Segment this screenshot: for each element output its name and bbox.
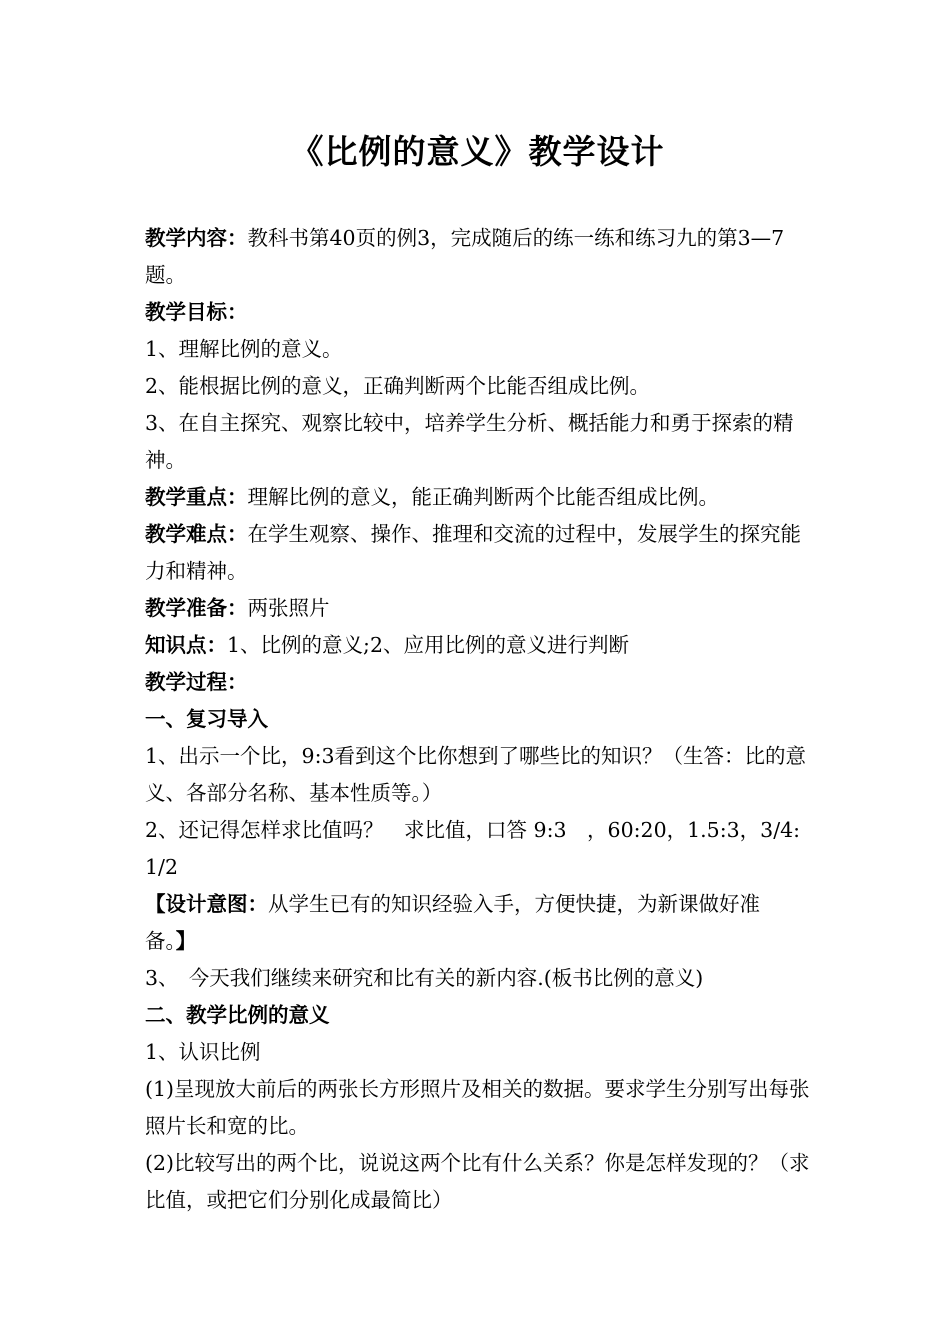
- difficulty-text: 在学生观察、操作、推理和交流的过程中，发展学生的探究能力和精神。: [145, 522, 801, 583]
- design-intent-text: 从学生已有的知识经验入手，方便快捷，为新课做好准备。: [145, 892, 760, 953]
- key-point: [145, 479, 810, 516]
- teaching-process-heading: 教学过程：: [145, 670, 248, 694]
- knowledge-points-label: 知识点：: [145, 633, 227, 657]
- goal-item-3: 3、在自主探究、观察比较中，培养学生分析、概括能力和勇于探索的精神。: [145, 411, 794, 472]
- knowledge-points-text: 1、比例的意义;2、应用比例的意义进行判断: [227, 633, 629, 657]
- teaching-content-label: 教学内容：: [145, 226, 248, 250]
- section-1-heading: 一、复习导入: [145, 707, 268, 731]
- teaching-goals-heading: 教学目标：: [145, 300, 248, 324]
- document-page: [145, 122, 810, 1219]
- difficulty-label: 教学难点：: [145, 522, 248, 546]
- teaching-content: [145, 220, 810, 294]
- section-1-item-3: 3、 今天我们继续来研究和比有关的新内容.(板书比例的意义): [145, 966, 704, 990]
- goal-item-1: 1、理解比例的意义。: [145, 337, 343, 361]
- section-1-item-2: 2、还记得怎样求比值吗？ 求比值，口答 9:3 ，60:20，1.5:3，3/4:1/2: [145, 818, 801, 879]
- key-point-label: 教学重点：: [145, 485, 248, 509]
- preparation: [145, 590, 810, 627]
- section-2-item-1: 1、认识比例: [145, 1040, 261, 1064]
- teaching-content-text: 教科书第40页的例3，完成随后的练一练和练习九的第3—7题。: [145, 226, 785, 287]
- design-intent-open: 【设计意图：: [145, 892, 268, 916]
- document-title: 《比例的意义》教学设计: [290, 132, 665, 171]
- preparation-label: 教学准备：: [145, 596, 248, 620]
- design-intent-close: 】: [175, 929, 197, 953]
- section-2-heading: 二、教学比例的意义: [145, 1003, 330, 1027]
- design-intent: [145, 886, 810, 960]
- section-2-item-1-sub-2: (2)比较写出的两个比，说说这两个比有什么关系？你是怎样发现的？（求比值，或把它们分别化成最简比）: [145, 1151, 810, 1212]
- preparation-text: 两张照片: [247, 596, 330, 620]
- difficulty: [145, 516, 810, 590]
- section-2-item-1-sub-1: (1)呈现放大前后的两张长方形照片及相关的数据。要求学生分别写出每张照片长和宽的比。: [145, 1077, 810, 1138]
- section-1-item-1: 1、出示一个比，9:3看到这个比你想到了哪些比的知识？（生答：比的意义、各部分名称、基本性质等。）: [145, 744, 807, 805]
- knowledge-points: [145, 627, 810, 664]
- key-point-text: 理解比例的意义，能正确判断两个比能否组成比例。: [247, 485, 719, 509]
- goal-item-2: 2、能根据比例的意义，正确判断两个比能否组成比例。: [145, 374, 651, 398]
